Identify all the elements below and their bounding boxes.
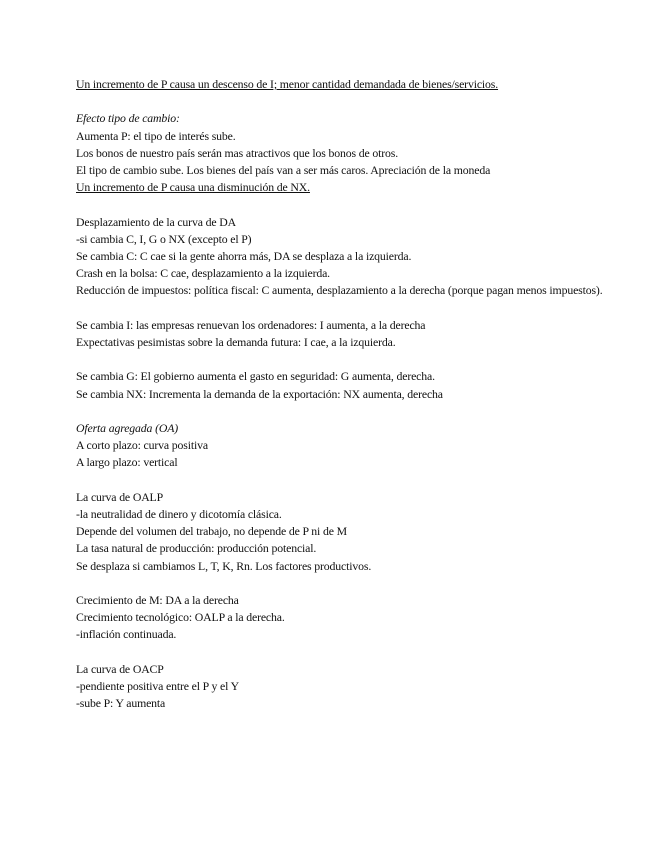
text-line: La curva de OACP: [76, 661, 164, 676]
text-line: -la neutralidad de dinero y dicotomía clásica.: [76, 506, 282, 521]
text-line: -inflación continuada.: [76, 627, 177, 642]
section-heading: Efecto tipo de cambio:: [76, 111, 180, 126]
text-line: A corto plazo: curva positiva: [76, 438, 208, 453]
text-line: Desplazamiento de la curva de DA: [76, 214, 236, 229]
text-line: Los bonos de nuestro país serán mas atractivos que los bonos de otros.: [76, 145, 399, 160]
text-line: Expectativas pesimistas sobre la demanda futura: I cae, a la izquierda.: [76, 335, 396, 349]
blank-line: [76, 403, 636, 420]
blank-line: [76, 644, 636, 661]
document-page: [76, 76, 636, 712]
blank-line: [76, 196, 636, 213]
text-line: Aumenta P: el tipo de interés sube.: [76, 128, 236, 143]
text-line: El tipo de cambio sube. Los bienes del país van a ser más caros. Apreciación de la moneda: [76, 163, 491, 177]
text-line: Depende del volumen del trabajo, no depende de P ni de M: [76, 524, 347, 539]
blank-line: [76, 93, 636, 110]
text-line: -sube P: Y aumenta: [76, 696, 166, 711]
text-line: La curva de OALP: [76, 489, 164, 504]
blank-line: [76, 472, 636, 489]
blank-line: [76, 351, 636, 368]
text-line: Se cambia I: las empresas renuevan los ordenadores: I aumenta, a la derecha: [76, 317, 426, 332]
text-line: Se cambia C: C cae si la gente ahorra más, DA se desplaza a la izquierda.: [76, 249, 412, 263]
blank-line: [76, 300, 636, 317]
text-line: Crash en la bolsa: C cae, desplazamiento a la izquierda.: [76, 266, 330, 281]
text-line: -pendiente positiva entre el P y el Y: [76, 678, 239, 693]
text-line: Se cambia NX: Incrementa la demanda de la exportación: NX aumenta, derecha: [76, 386, 443, 401]
text-line: Crecimiento de M: DA a la derecha: [76, 592, 239, 607]
text-line: Se desplaza si cambiamos L, T, K, Rn. Los factores productivos.: [76, 558, 372, 573]
text-line: Se cambia G: El gobierno aumenta el gasto en seguridad: G aumenta, derecha.: [76, 369, 435, 384]
text-line: -si cambia C, I, G o NX (excepto el P): [76, 231, 252, 246]
text-line: Un incremento de P causa una disminución de NX.: [76, 180, 310, 195]
text-line: Crecimiento tecnológico: OALP a la derecha.: [76, 610, 285, 625]
text-line: La tasa natural de producción: producción potencial.: [76, 541, 317, 556]
section-heading: Oferta agregada (OA): [76, 420, 179, 435]
text-line: Reducción de impuestos: política fiscal: C aumenta, desplazamiento a la derecha (porque pagan menos impuestos).: [76, 283, 603, 298]
text-line: Un incremento de P causa un descenso de I; menor cantidad demandada de bienes/servicios.: [76, 77, 499, 91]
blank-line: [76, 575, 636, 592]
text-line: A largo plazo: vertical: [76, 455, 178, 470]
